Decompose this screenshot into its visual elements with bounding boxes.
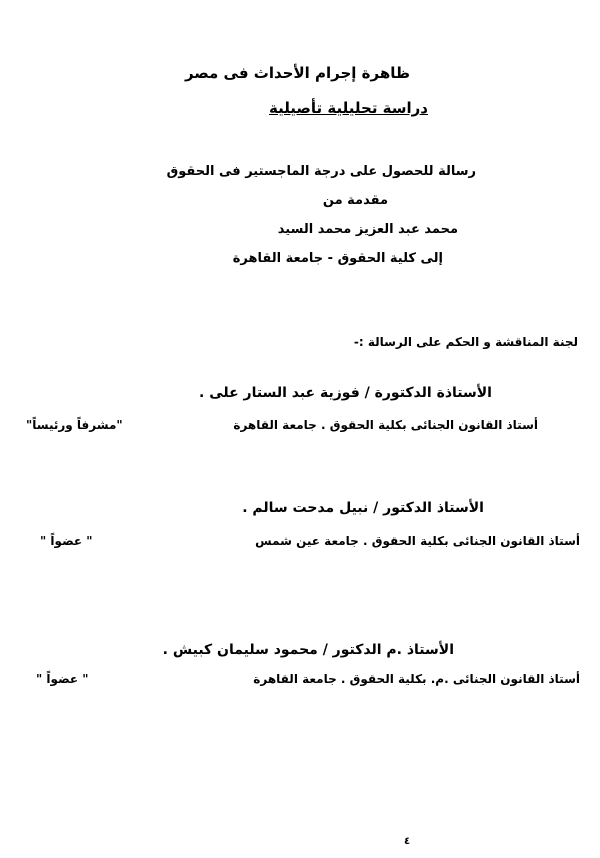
committee-member-role: "مشرفاً ورئيساً" bbox=[26, 418, 123, 432]
committee-member-name: الأستاذة الدكتورة / فوزية عبد الستار على . bbox=[199, 385, 492, 401]
page-number: ٤ bbox=[404, 836, 411, 847]
committee-heading: لجنة المناقشة و الحكم على الرسالة :- bbox=[353, 335, 578, 349]
committee-member-role: " عضواً " bbox=[36, 672, 89, 686]
committee-member-position: أستاذ القانون الجنائى .م. بكلية الحقوق . جامعة القاهرة bbox=[253, 672, 580, 686]
degree-purpose: رسالة للحصول على درجة الماجستير فى الحقوق bbox=[166, 164, 476, 179]
presented-by-label: مقدمة من bbox=[322, 193, 388, 208]
committee-member-role: " عضواً " bbox=[40, 534, 93, 548]
thesis-title: ظاهرة إجرام الأحداث فى مصر bbox=[184, 64, 410, 82]
thesis-subtitle: دراسة تحليلية تأصيلية bbox=[268, 99, 428, 117]
institution: إلى كلية الحقوق - جامعة القاهرة bbox=[232, 251, 443, 266]
committee-member-name: الأستاذ .م الدكتور / محمود سليمان كبيش . bbox=[162, 642, 454, 658]
committee-member-position: أستاذ القانون الجنائى بكلية الحقوق . جامعة القاهرة bbox=[233, 418, 538, 432]
committee-member-position: أستاذ القانون الجنائى بكلية الحقوق . جامعة عين شمس bbox=[255, 534, 580, 548]
author-name: محمد عبد العزيز محمد السيد bbox=[277, 222, 458, 237]
committee-member-name: الأستاذ الدكتور / نبيل مدحت سالم . bbox=[242, 500, 484, 516]
